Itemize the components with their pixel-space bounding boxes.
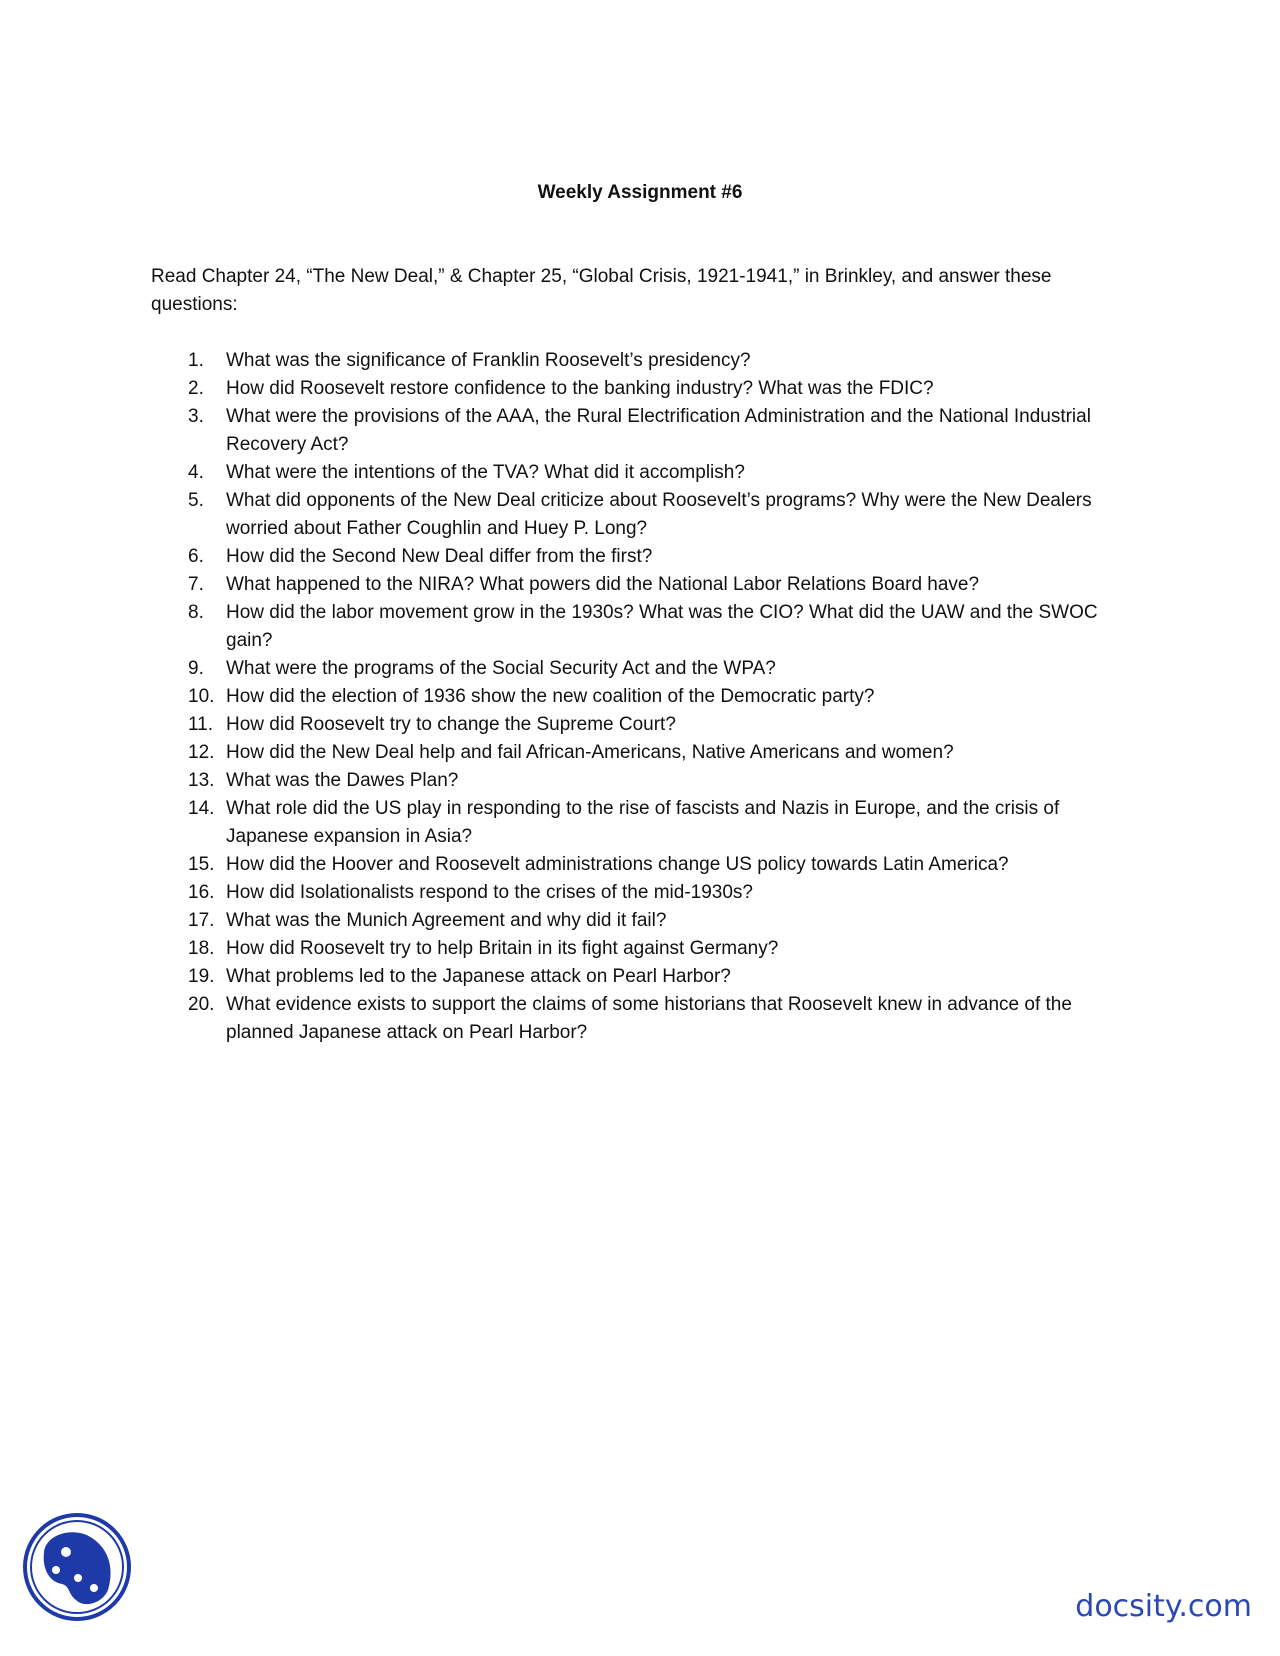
- question-list: [151, 347, 1131, 1047]
- list-item: [151, 683, 1131, 711]
- item-number: 1.: [188, 350, 204, 371]
- list-item: [151, 767, 1131, 795]
- item-number: 9.: [188, 658, 204, 679]
- list-item: [151, 739, 1131, 767]
- item-number: 6.: [188, 546, 204, 567]
- list-item: [151, 991, 1131, 1047]
- list-item: [151, 487, 1131, 543]
- item-text: How did the labor movement grow in the 1930s? What was the CIO? What did the UAW and the SWOC gain?: [226, 602, 1098, 651]
- list-item: [151, 543, 1131, 571]
- item-number: 7.: [188, 574, 204, 595]
- item-number: 11.: [188, 714, 214, 735]
- item-number: 10.: [188, 686, 215, 707]
- item-number: 12.: [188, 742, 215, 763]
- item-number: 19.: [188, 966, 215, 987]
- item-text: What problems led to the Japanese attack on Pearl Harbor?: [226, 966, 731, 987]
- item-text: What were the provisions of the AAA, the Rural Electrification Administration and the National Industrial Recovery Act?: [226, 406, 1091, 455]
- list-item: [151, 599, 1131, 655]
- intro-paragraph: Read Chapter 24, “The New Deal,” & Chapter 25, “Global Crisis, 1921-1941,” in Brinkley, and answer these questions:: [151, 266, 1052, 315]
- item-text: How did the Hoover and Roosevelt administrations change US policy towards Latin America?: [226, 854, 1009, 875]
- list-item: [151, 571, 1131, 599]
- item-text: How did the New Deal help and fail African-Americans, Native Americans and women?: [226, 742, 954, 763]
- item-number: 13.: [188, 770, 215, 791]
- item-text: What were the intentions of the TVA? What did it accomplish?: [226, 462, 745, 483]
- item-text: What role did the US play in responding to the rise of fascists and Nazis in Europe, and the crisis of Japanese expansion in Asia?: [226, 798, 1060, 847]
- list-item: [151, 711, 1131, 739]
- item-text: How did Roosevelt restore confidence to the banking industry? What was the FDIC?: [226, 378, 934, 399]
- list-item: [151, 459, 1131, 487]
- item-text: What was the Munich Agreement and why did it fail?: [226, 910, 667, 931]
- item-number: 20.: [188, 994, 215, 1015]
- item-number: 5.: [188, 490, 204, 511]
- list-item: [151, 655, 1131, 683]
- item-text: What was the Dawes Plan?: [226, 770, 459, 791]
- item-number: 15.: [188, 854, 215, 875]
- item-text: What was the significance of Franklin Roosevelt’s presidency?: [226, 350, 751, 371]
- docsity-logo-icon[interactable]: [22, 1512, 132, 1622]
- item-text: How did Roosevelt try to change the Supreme Court?: [226, 714, 676, 735]
- list-item: [151, 935, 1131, 963]
- item-number: 3.: [188, 406, 204, 427]
- item-text: What were the programs of the Social Security Act and the WPA?: [226, 658, 776, 679]
- item-number: 17.: [188, 910, 215, 931]
- docsity-watermark[interactable]: docsity.com: [1075, 1589, 1252, 1624]
- list-item: [151, 795, 1131, 851]
- item-text: What did opponents of the New Deal criticize about Roosevelt’s programs? Why were the New Dealers worried about Father Coughlin and Huey P. Long?: [226, 490, 1092, 539]
- list-item: [151, 879, 1131, 907]
- item-number: 4.: [188, 462, 204, 483]
- item-number: 14.: [188, 798, 215, 819]
- item-text: What happened to the NIRA? What powers did the National Labor Relations Board have?: [226, 574, 980, 595]
- item-number: 2.: [188, 378, 204, 399]
- item-number: 18.: [188, 938, 215, 959]
- item-number: 8.: [188, 602, 204, 623]
- list-item: [151, 375, 1131, 403]
- item-text: How did Roosevelt try to help Britain in its fight against Germany?: [226, 938, 779, 959]
- item-text: How did Isolationalists respond to the crises of the mid-1930s?: [226, 882, 753, 903]
- item-text: How did the Second New Deal differ from the first?: [226, 546, 653, 567]
- item-number: 16.: [188, 882, 215, 903]
- list-item: [151, 907, 1131, 935]
- list-item: [151, 347, 1131, 375]
- list-item: [151, 851, 1131, 879]
- item-text: How did the election of 1936 show the new coalition of the Democratic party?: [226, 686, 875, 707]
- item-text: What evidence exists to support the claims of some historians that Roosevelt knew in advance of the planned Japanese attack on Pearl Harbor?: [226, 994, 1072, 1043]
- list-item: [151, 963, 1131, 991]
- list-item: [151, 403, 1131, 459]
- page-title: Weekly Assignment #6: [537, 182, 743, 203]
